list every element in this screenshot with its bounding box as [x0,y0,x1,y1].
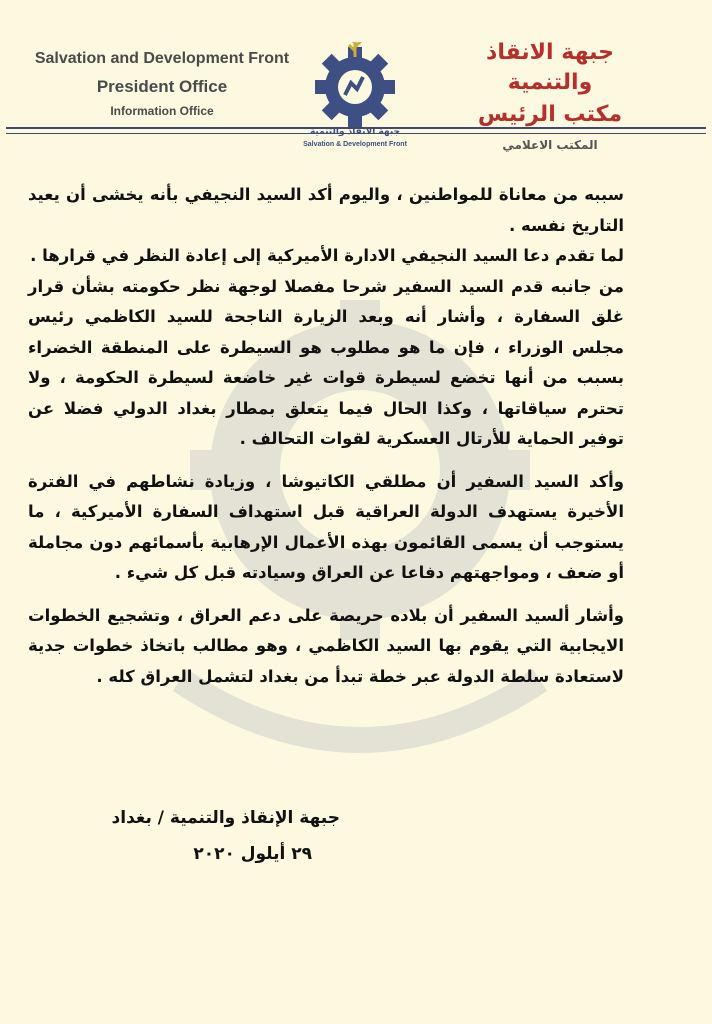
sub-office-name-ar: المكتب الاعلامي [502,138,598,152]
logo-ring-en: Salvation & Development Front [303,141,407,148]
letter-body [28,180,624,692]
sub-office-name-en: Information Office [110,104,214,118]
paragraph: وأشار ألسيد السفير أن بلاده حريصة على دعم العراق ، وتشجيع الخطوات الايجابية التي يقوم بها السيد الكاظمي ، وهو مطالب باتخاذ خطوات جدية لاستعادة سلطة الدولة عبر خطة تبدأ من بغداد لتشمل العراق كله . [28,605,624,686]
org-name-en: Salvation and Development Front [34,50,290,67]
signature-org-city: جبهة الإنقاذ والتنمية / بغداد [111,808,340,828]
signature-date: ٢٩ أيلول ٢٠٢٠ [193,844,312,864]
paragraph: لما تقدم دعا السيد النجيفي الادارة الأميركية إلى إعادة النظر في قرارها . [30,246,624,265]
logo-ring-ar: جبهة الانقاذ والتنمية [309,127,401,137]
paragraph: سببه من معاناة للمواطنين ، واليوم أكد السيد النجيفي بأنه يخشى أن يعيد التاريخ نفسه . [28,185,624,235]
office-name-en: President Office [96,77,228,96]
paragraph: وأكد السيد السفير أن مطلقي الكاتيوشا ، وزيادة نشاطهم في الفترة الأخيرة يستهدف الدولة العراقية قبل استهداف السفارة الأميركية ، ما يستوجب أن يسمى القائمون بهذه الأعمال الإرهابية بأسمائهم دون مجاملة أو ضعف ، ومواجهتهم دفاعا عن العراق وسيادته قبل كل شيء . [28,471,624,582]
header-rule-bottom [6,133,706,134]
header-arabic [440,38,660,154]
org-name-ar: جبهة الانقاذ والتنمية [486,40,614,95]
office-name-ar: مكتب الرئيس [477,102,623,127]
header-rule-top [6,127,706,129]
header-english [22,48,302,120]
signature-block [110,800,340,872]
front-logo-icon [300,42,410,152]
paragraph: من جانبه قدم السيد السفير شرحا مفصلا لوجهة نظر حكومته بشأن قرار غلق السفارة ، وأشار أنه وبعد الزيارة الناجحة للسيد الكاظمي رئيس مجلس الوزراء ، فإن ما هو مطلوب هو السيطرة على المنطقة الخضراء بسبب من أنها تخضع لسيطرة قوات غير خاضعة لسيطرة الحكومة ، ولا تحترم سياقاتها ، وكذا الحال فيما يتعلق بمطار بغداد الدولي فضلا عن توفير الحماية للأرتال العسكرية لقوات التحالف . [28,276,624,448]
